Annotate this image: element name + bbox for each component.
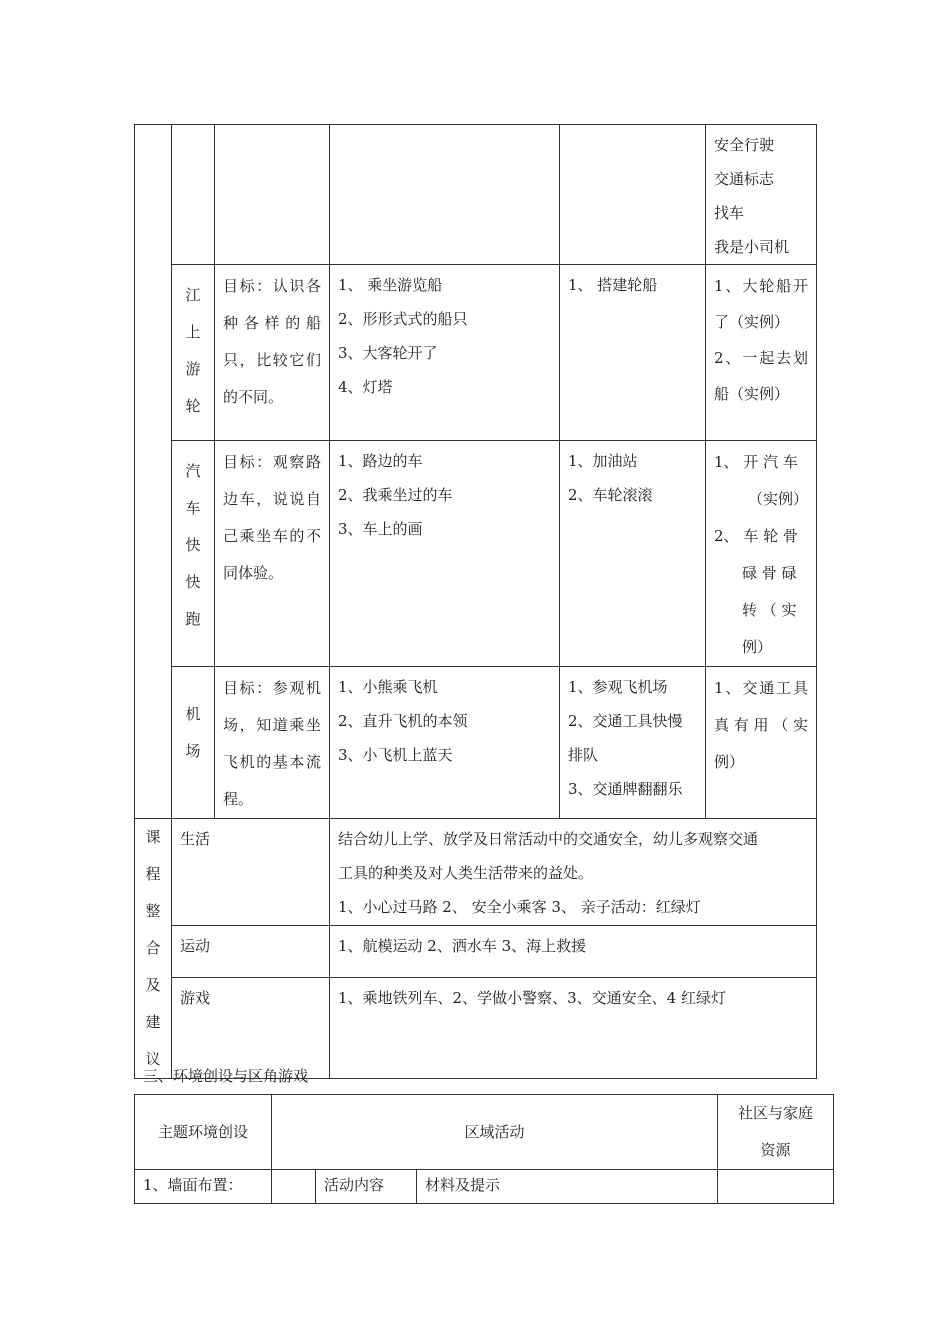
list-item: 例）: [742, 638, 773, 656]
list-item: 3、交通牌翻翻乐: [568, 780, 683, 798]
cases-cell: [706, 265, 817, 441]
goal-cell: 目标：观察路边车，说说自己乘坐车的不同体验。: [215, 441, 330, 667]
table-row: [135, 1095, 834, 1170]
list-item: 安全行驶: [714, 136, 775, 154]
list-item: 2、形形式式的船只: [338, 310, 468, 328]
list-item: 我是小司机: [714, 238, 790, 256]
integration-row-label: 运动: [172, 926, 330, 977]
list-item: 碌 骨 碌: [742, 564, 797, 582]
list-item: 3、小飞机上蓝天: [338, 746, 453, 764]
cases-cell: 1、交通工具真有用（实例）: [706, 667, 817, 819]
list-item: 2、一起去划船（实例）: [714, 349, 808, 403]
list-item: 1、路边的车: [338, 452, 423, 470]
goal-cell: 目标：参观机场，知道乘坐飞机的基本流程。: [215, 667, 330, 819]
table-row: [135, 926, 817, 977]
list-item: 2、我乘坐过的车: [338, 486, 453, 504]
table-row: [135, 125, 817, 265]
list-item: 1、大轮船开了（实例）: [714, 277, 808, 331]
cases-cell: [706, 125, 817, 265]
theme-name-cell: 机 场: [172, 667, 215, 819]
goal-cell: 目标：认识各种各样的船只，比较它们的不同。: [215, 265, 330, 441]
integration-row-content: 结合幼儿上学、放学及日常活动中的交通安全，幼儿多观察交通 工具的种类及对人类生活带来的益处。 1、小心过马路 2、 安全小乘客 3、 亲子活动：红绿灯: [330, 819, 817, 926]
list-item: 1、小熊乘飞机: [338, 678, 438, 696]
env-header: 主题环境创设: [135, 1095, 272, 1170]
table-row: [135, 667, 817, 819]
list-item: 2、直升飞机的本领: [338, 712, 468, 730]
left-blank-cell: [135, 125, 172, 819]
activities-cell: [330, 667, 560, 819]
integration-row-content: 1、航模运动 2、洒水车 3、海上救援: [330, 926, 817, 977]
list-item: 4、灯塔: [338, 378, 393, 396]
table-row: [135, 265, 817, 441]
section-heading: 三、环境创设与区角游戏: [143, 1067, 309, 1085]
integration-row-label: 生活: [172, 819, 330, 926]
list-item: 1、 搭建轮船: [568, 276, 658, 294]
table-row: [135, 1170, 834, 1204]
materials-cell: 材料及提示: [417, 1170, 718, 1204]
environment-table: [134, 1094, 834, 1204]
table-row: [135, 819, 817, 926]
list-item: （实例）: [747, 490, 808, 508]
area-header: 区域活动: [272, 1095, 718, 1170]
integration-label-cell: 课 程 整 合 及 建 议: [135, 819, 172, 1079]
list-item: 1、加油站: [568, 452, 638, 470]
integration-row-label: 游戏: [172, 977, 330, 1078]
activities-cell: [330, 265, 560, 441]
list-item: 2、 车 轮 骨: [714, 527, 798, 545]
curriculum-table: [134, 124, 817, 1079]
community-header: 社区与家庭 资源: [718, 1095, 834, 1170]
list-item: 找车: [714, 204, 745, 222]
cases-cell: [706, 441, 817, 667]
list-item: 转 （ 实: [742, 601, 797, 619]
env-cell: 1、墙面布置：: [135, 1170, 272, 1204]
content-cell: 活动内容: [316, 1170, 417, 1204]
list-item: 2、车轮滚滚: [568, 486, 653, 504]
list-item: 1、参观飞机场: [568, 678, 668, 696]
list-item: 1、 乘坐游览船: [338, 276, 443, 294]
areas-cell: [560, 265, 706, 441]
activities-cell: [330, 441, 560, 667]
list-item: 3、大客轮开了: [338, 344, 438, 362]
areas-cell: [560, 441, 706, 667]
list-item: 1、 开 汽 车: [714, 453, 798, 471]
list-item: 3、车上的画: [338, 520, 423, 538]
theme-name-cell: 汽 车 快 快 跑: [172, 441, 215, 667]
list-item: 交通标志: [714, 170, 775, 188]
list-item: 2、交通工具快慢排队: [568, 712, 683, 764]
theme-name-cell: 江 上 游 轮: [172, 265, 215, 441]
table-row: [135, 441, 817, 667]
integration-row-content: 1、乘地铁列车、2、学做小警察、3、交通安全、4 红绿灯: [330, 977, 817, 1078]
areas-cell: [560, 667, 706, 819]
